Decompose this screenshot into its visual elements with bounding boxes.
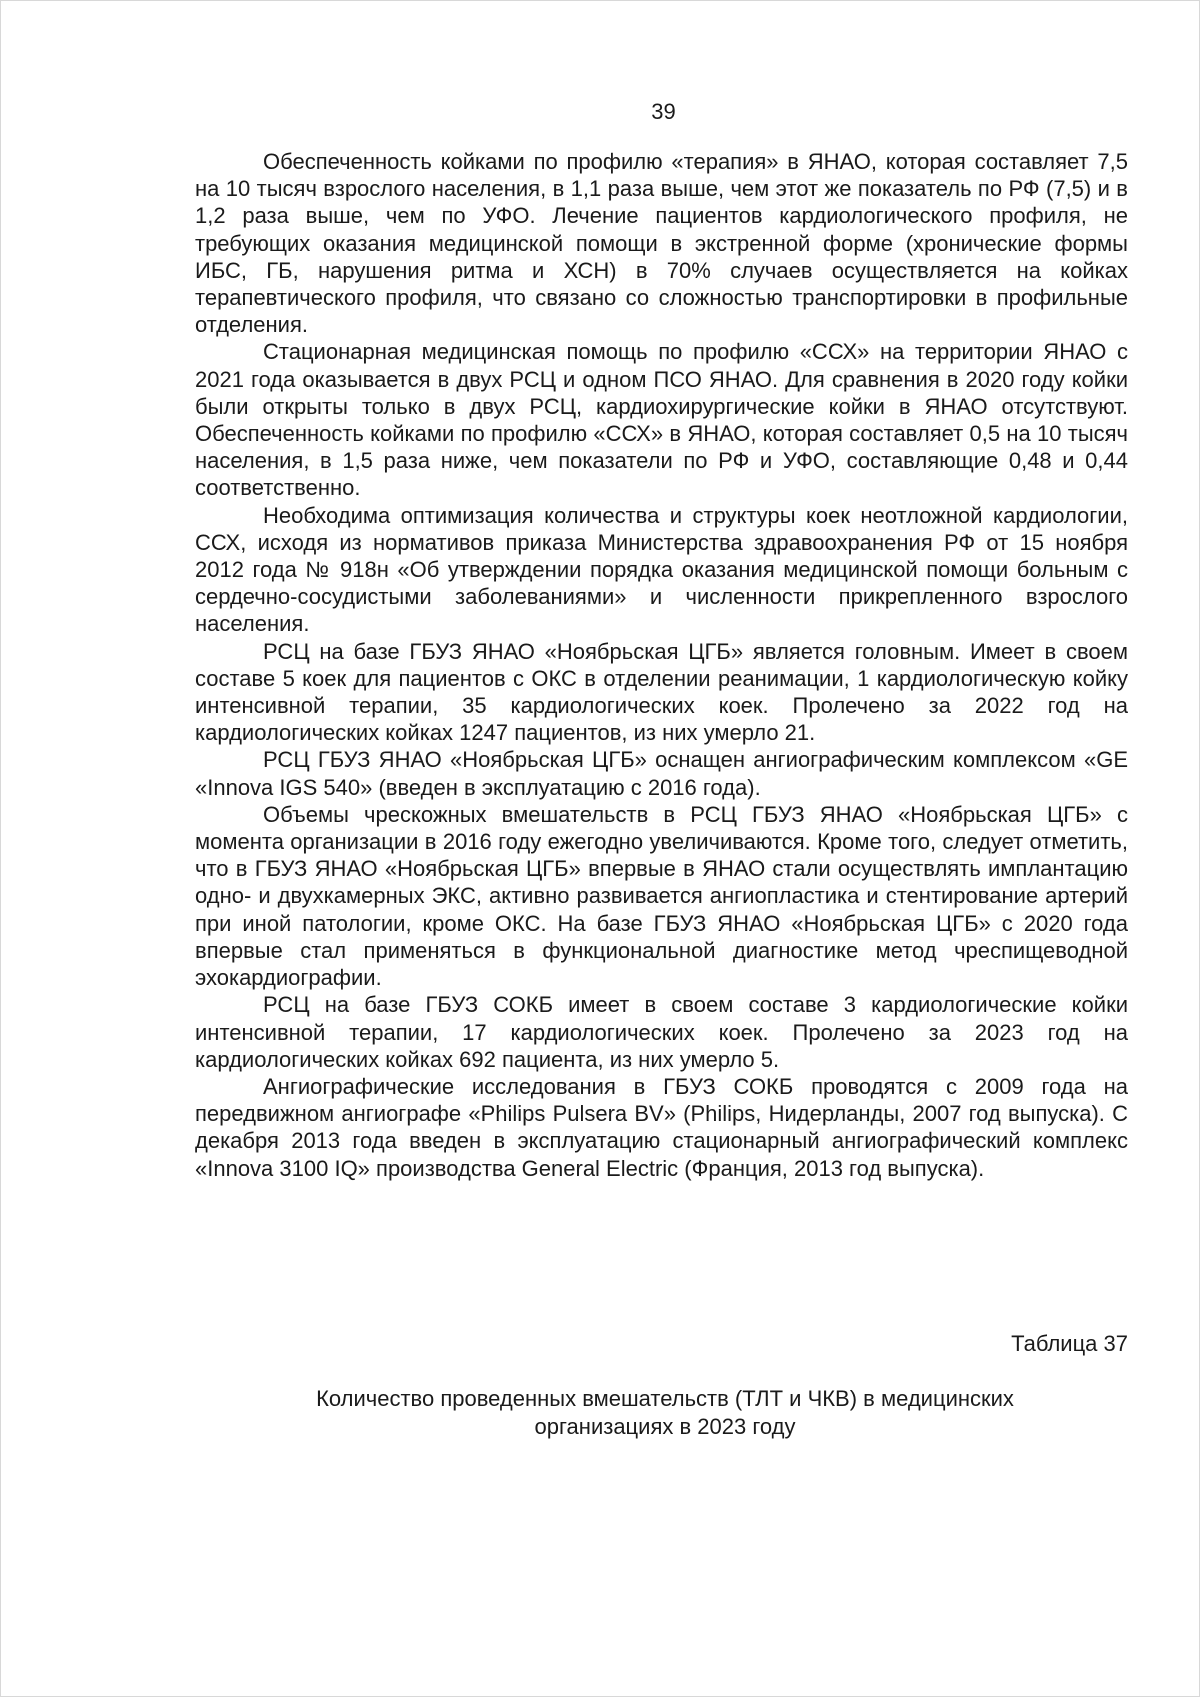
- table-title: [237, 1385, 1093, 1440]
- paragraph-optimization: Необходима оптимизация количества и структуры коек неотложной кардиологии, ССХ, исходя из нормативов приказа Министерства здравоохранения РФ от 15 ноября 2012 года № 918н «Об утверждении порядка оказания медицинской помощи больным с сердечно-сосудистыми заболеваниями» и численности прикрепленного взрослого населения.: [195, 502, 1128, 637]
- paragraph-sokb-rsc: РСЦ на базе ГБУЗ СОКБ имеет в своем составе 3 кардиологические койки интенсивной терапии, 17 кардиологических коек. Пролечено за 2023 год на кардиологических койках 692 пациента, из них умерло 5.: [195, 992, 1128, 1072]
- body-text: [195, 148, 1128, 1182]
- paragraph-sokb-angiography: Ангиографические исследования в ГБУЗ СОКБ проводятся с 2009 года на передвижном ангиографе «Philips Pulsera BV» (Philips, Нидерланды, 2007 год выпуска). С декабря 2013 года введен в эксплуатацию стационарный ангиографический комплекс «Innova 3100 IQ» производства General Electric (Франция, 2013 год выпуска).: [195, 1073, 1128, 1181]
- table-title-line-1: Количество проведенных вмешательств (ТЛТ и ЧКВ) в медицинских: [316, 1386, 1014, 1411]
- table-number-label: Таблица 37: [1011, 1331, 1128, 1356]
- table-title-line-2: организациях в 2023 году: [534, 1413, 796, 1439]
- paragraph-interventions-volume: Объемы чрескожных вмешательств в РСЦ ГБУЗ ЯНАО «Ноябрьская ЦГБ» с момента организации в 2016 году ежегодно увеличиваются. Кроме того, следует отметить, что в ГБУЗ ЯНАО «Ноябрьская ЦГБ» впервые в ЯНАО стали осуществлять имплантацию одно- и двухкамерных ЭКС, активно развивается ангиопластика и стентирование артерий при иной патологии, кроме ОКС. На базе ГБУЗ ЯНАО «Ноябрьская ЦГБ» с 2020 года впервые стал применяться в функциональной диагностике метод чреспищеводной эхокардиографии.: [195, 801, 1128, 991]
- paragraph-ssh-beds: Стационарная медицинская помощь по профилю «ССХ» на территории ЯНАО с 2021 года оказывается в двух РСЦ и одном ПСО ЯНАО. Для сравнения в 2020 году койки были открыты только в двух РСЦ, кардиохирургические койки в ЯНАО отсутствуют. Обеспеченность койками по профилю «ССХ» в ЯНАО, которая составляет 0,5 на 10 тысяч населения, в 1,5 раза ниже, чем показатели по РФ и УФО, составляющие 0,48 и 0,44 соответственно.: [195, 339, 1128, 501]
- paragraph-therapy-beds: Обеспеченность койками по профилю «терапия» в ЯНАО, которая составляет 7,5 на 10 тысяч взрослого населения, в 1,1 раза выше, чем этот же показатель по РФ (7,5) и в 1,2 раза выше, чем по УФО. Лечение пациентов кардиологического профиля, не требующих оказания медицинской помощи в экстренной форме (хронические формы ИБС, ГБ, нарушения ритма и ХСН) в 70% случаев осуществляется на койках терапевтического профиля, что связано со сложностью транспортировки в профильные отделения.: [195, 149, 1128, 338]
- paragraph-angiography-complex: РСЦ ГБУЗ ЯНАО «Ноябрьская ЦГБ» оснащен ангиографическим комплексом «GE «Innova IGS 540» (введен в эксплуатацию с 2016 года).: [195, 747, 1128, 800]
- paragraph-noyabrsk-rsc: РСЦ на базе ГБУЗ ЯНАО «Ноябрьская ЦГБ» является головным. Имеет в своем составе 5 коек для пациентов с ОКС в отделении реанимации, 1 кардиологическую койку интенсивной терапии, 35 кардиологических коек. Пролечено за 2022 год на кардиологических койках 1247 пациентов, из них умерло 21.: [195, 638, 1128, 746]
- page-number: 39: [651, 99, 676, 124]
